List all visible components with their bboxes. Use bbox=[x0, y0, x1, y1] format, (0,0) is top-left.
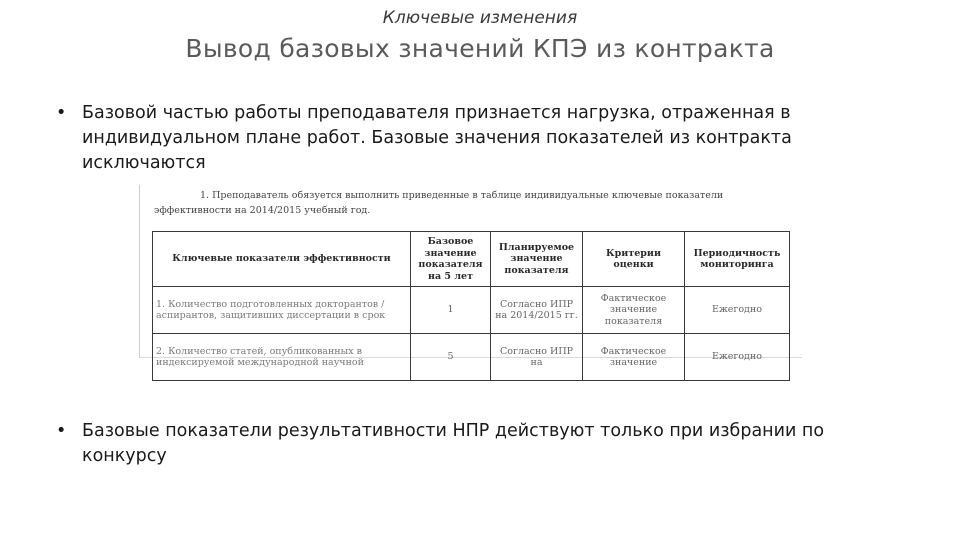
column-header: Периодичность мониторинга bbox=[685, 232, 790, 287]
contract-intro-line: 1. Преподаватель обязуется выполнить приведенные в таблице индивидуальные ключевые показатели bbox=[200, 190, 724, 201]
column-header: Планируемое значение показателя bbox=[491, 232, 583, 287]
bullet-item bbox=[56, 419, 896, 469]
table-header-row bbox=[153, 232, 790, 287]
kpi-table bbox=[152, 231, 790, 381]
table-cell: Ежегодно bbox=[685, 287, 790, 334]
contract-intro-line: эффективности на 2014/2015 учебный год. bbox=[154, 205, 371, 216]
contract-table-image bbox=[139, 185, 802, 368]
bullet-marker: • bbox=[56, 103, 67, 123]
table-cell: Фактическое значение показателя bbox=[583, 287, 685, 334]
table-cell: Ежегодно bbox=[685, 334, 790, 381]
column-header: Ключевые показатели эффективности bbox=[153, 232, 411, 287]
bullet-text: Базовые показатели результативности НПР действуют только при избрании по конкурсу bbox=[82, 421, 825, 466]
column-header: Критерии оценки bbox=[583, 232, 685, 287]
bullet-item bbox=[56, 101, 896, 176]
table-cell: 2. Количество статей, опубликованных в индексируемой международной научной bbox=[153, 334, 411, 381]
table-row bbox=[153, 334, 790, 381]
column-header: Базовое значение показателя на 5 лет bbox=[411, 232, 491, 287]
table-cell: 1. Количество подготовленных докторантов / аспирантов, защитивших диссертации в срок bbox=[153, 287, 411, 334]
section-label: Ключевые изменения bbox=[382, 8, 578, 28]
contract-intro bbox=[154, 188, 794, 218]
table-row bbox=[153, 287, 790, 334]
table-cell: Согласно ИПР на 2014/2015 гг. bbox=[491, 287, 583, 334]
table-cell: 1 bbox=[411, 287, 491, 334]
bullet-text: Базовой частью работы преподавателя признается нагрузка, отраженная в индивидуальном плане работ. Базовые значения показателей из контракта исключаются bbox=[82, 103, 792, 173]
slide-header bbox=[0, 8, 960, 63]
slide-title: Вывод базовых значений КПЭ из контракта bbox=[185, 34, 775, 63]
table-cell: Согласно ИПР на bbox=[491, 334, 583, 381]
table-cell: Фактическое значение bbox=[583, 334, 685, 381]
bullet-marker: • bbox=[56, 421, 67, 441]
table-cell: 5 bbox=[411, 334, 491, 381]
